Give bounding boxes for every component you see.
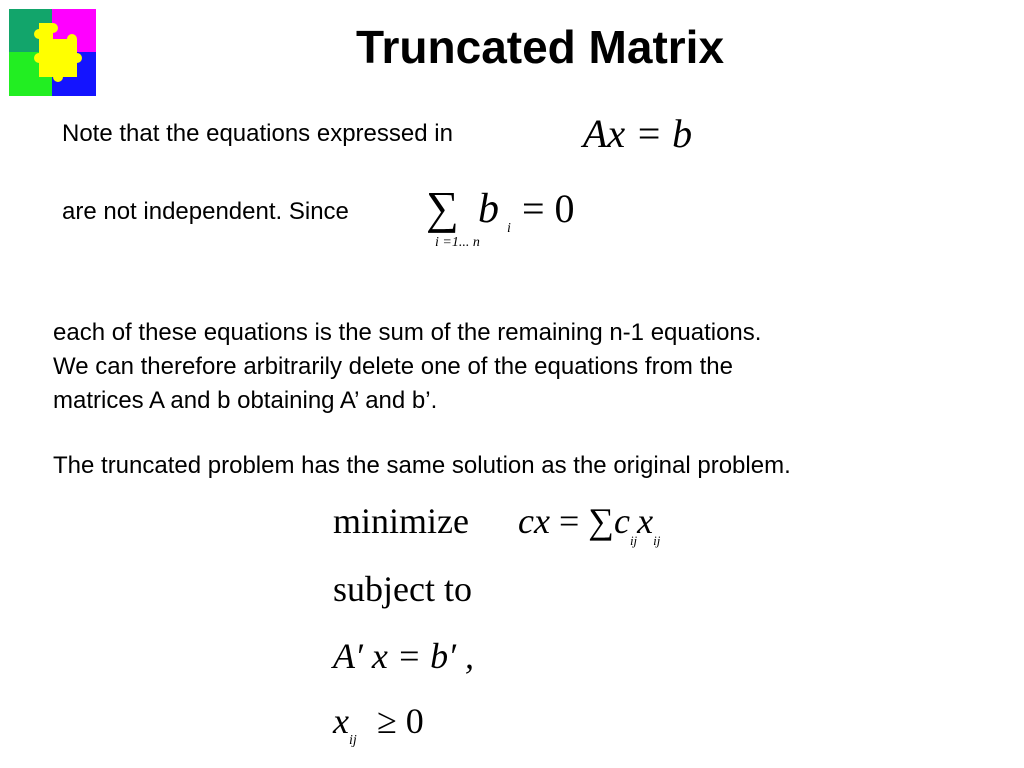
subject-to-label: subject to [333,569,472,609]
explanation-paragraph [53,316,993,418]
paragraph-line: We can therefore arbitrarily delete one of the equations from the [53,353,733,380]
sum-variable-subscript: i [507,221,511,236]
constraint-equation: A′ x = b′ , [333,636,475,676]
sum-equation [420,182,600,255]
minimize-label: minimize [333,501,469,541]
slide-title: Truncated Matrix [355,21,725,73]
objective-lhs: cx [518,501,550,541]
objective-sigma: ∑ [588,501,614,541]
objective-x-subscript: ij [653,533,661,548]
paragraph-line: each of these equations is the sum of the remaining n-1 equations. [53,319,762,346]
equation-ax-b: Ax = b [583,111,693,156]
objective-row [333,500,661,548]
objective-x: x [637,501,654,541]
nonneg-relation: ≥ 0 [377,701,424,741]
sum-rhs: = 0 [522,186,575,231]
objective-c: c [613,501,630,541]
sigma-symbol: ∑ [426,182,459,233]
nonneg-variable: x [333,701,349,741]
objective-equals: = [549,501,589,541]
objective-c-subscript: ij [629,533,638,548]
not-independent-text: are not independent. Since [62,198,349,225]
nonnegativity-constraint [333,700,533,760]
note-text: Note that the equations expressed in [62,120,453,147]
nonneg-subscript: ij [349,733,357,748]
truncated-problem-text: The truncated problem has the same solution as the original problem. [53,452,791,479]
paragraph-line: matrices A and b obtaining A’ and b’. [53,387,438,414]
sum-variable: b [478,186,499,232]
objective-function [518,500,660,549]
sum-limits: i =1... n [435,235,480,250]
